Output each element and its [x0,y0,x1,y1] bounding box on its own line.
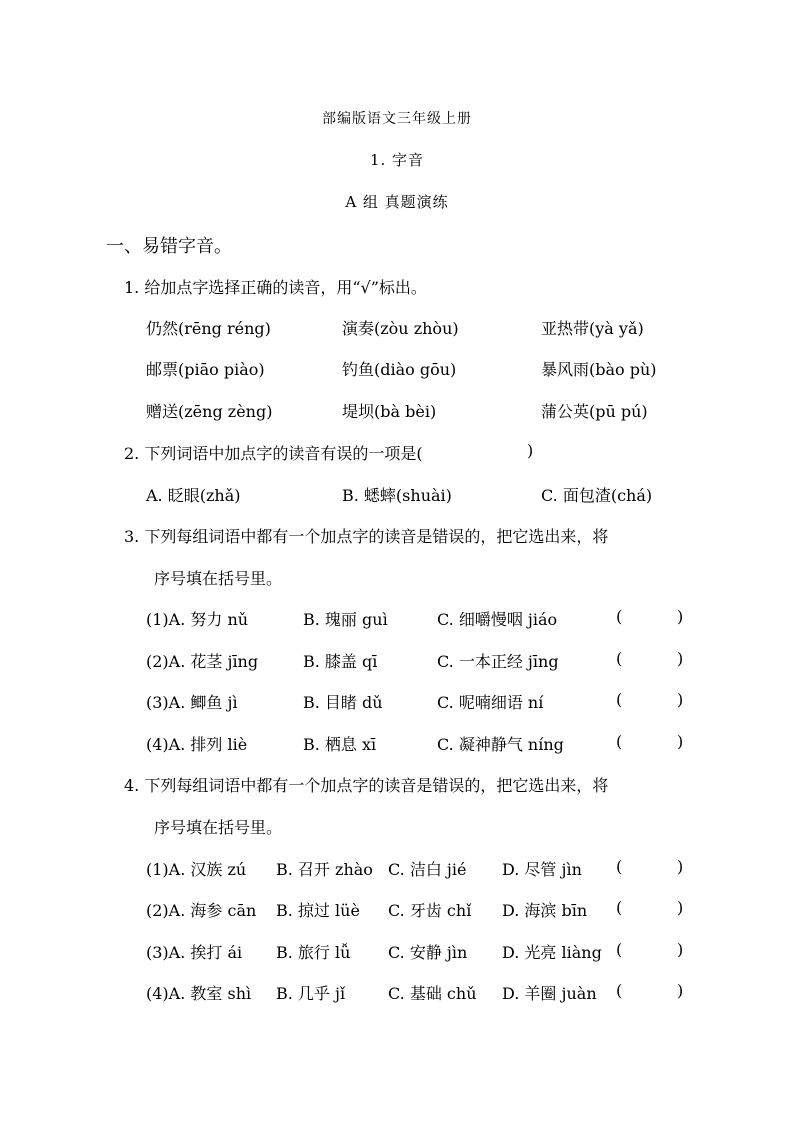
q3-row4-a: (4)A. 排列 liè [146,735,248,754]
q1-item: 演奏(zòu zhòu) [342,319,459,338]
answer-paren-open: ( [616,607,623,626]
answer-paren-open: ( [616,940,623,959]
q1-item: 暴风雨(bào pù) [541,360,657,379]
q1-prompt: 1. 给加点字选择正确的读音，用“√”标出。 [124,278,427,297]
q3-row2-a: (2)A. 花茎 jīng [146,652,259,671]
q4-row3-c: C. 安静 jìn [388,943,468,962]
q3-row3-c: C. 呢喃细语 ní [437,693,544,712]
q3-prompt-cont: 序号填在括号里。 [154,569,283,588]
answer-paren-close: ) [677,607,684,626]
q4-row4-b: B. 几乎 jǐ [276,984,346,1003]
q3-row3-b: B. 目睹 dǔ [303,693,383,712]
q3-prompt: 3. 下列每组词语中都有一个加点字的读音是错误的，把它选出来，将 [124,527,609,546]
answer-paren-open: ( [616,732,623,751]
q3-row2-c: C. 一本正经 jīng [437,652,559,671]
q1-item: 钓鱼(diào gōu) [342,360,457,379]
section-title: 一、易错字音。 [106,236,232,257]
answer-paren-close: ) [677,649,684,668]
answer-paren-close: ) [677,857,684,876]
q3-row1-c: C. 细嚼慢咽 jiáo [437,610,558,629]
answer-paren-close: ) [677,898,684,917]
q4-row3-d: D. 光亮 liàng [502,943,602,962]
q4-row3-b: B. 旅行 lǚ [276,943,351,962]
q4-row4-d: D. 羊圈 juàn [502,984,597,1003]
q4-row4-a: (4)A. 教室 shì [146,984,252,1003]
q4-row2-b: B. 掠过 lüè [276,901,360,920]
q4-prompt: 4. 下列每组词语中都有一个加点字的读音是错误的，把它选出来，将 [124,776,609,795]
q4-row1-c: C. 洁白 jié [388,860,467,879]
q3-row4-c: C. 凝神静气 níng [437,735,564,754]
q2-prompt: 2. 下列词语中加点字的读音有误的一项是( [124,444,423,463]
q2-option-b: B. 蟋蟀(shuài) [342,486,452,505]
q1-item: 堤坝(bà bèi) [342,402,437,421]
answer-paren-open: ( [616,649,623,668]
answer-paren-open: ( [616,690,623,709]
q4-row4-c: C. 基础 chǔ [388,984,477,1003]
q1-item: 亚热带(yà yǎ) [541,319,644,338]
q1-item: 仍然(rēng réng) [146,319,271,338]
answer-paren-open: ( [616,981,623,1000]
q4-row2-a: (2)A. 海参 cān [146,901,257,920]
q4-row1-b: B. 召开 zhào [276,860,373,879]
answer-paren-open: ( [616,857,623,876]
q3-row1-a: (1)A. 努力 nǔ [146,610,249,629]
q4-row1-d: D. 尽管 jìn [502,860,582,879]
answer-paren-close: ) [677,732,684,751]
q2-option-c: C. 面包渣(chá) [541,486,653,505]
q4-row2-c: C. 牙齿 chǐ [388,901,472,920]
answer-paren-open: ( [616,898,623,917]
q3-row1-b: B. 瑰丽 guì [303,610,388,629]
q3-row3-a: (3)A. 鲫鱼 jì [146,693,238,712]
book-title: 部编版语文三年级上册 [322,111,472,127]
answer-paren-close: ) [677,690,684,709]
q2-close-paren: ) [527,441,534,460]
q4-row3-a: (3)A. 挨打 ái [146,943,243,962]
q4-prompt-cont: 序号填在括号里。 [154,818,283,837]
q4-row2-d: D. 海滨 bīn [502,901,588,920]
q2-option-a: A. 眨眼(zhǎ) [146,486,241,505]
q1-item: 蒲公英(pū pú) [541,402,648,421]
q1-item: 邮票(piāo piào) [146,360,265,379]
q3-row4-b: B. 栖息 xī [303,735,377,754]
answer-paren-close: ) [677,981,684,1000]
unit-title: 1. 字音 [369,151,425,169]
q4-row1-a: (1)A. 汉族 zú [146,860,247,879]
q1-item: 赠送(zēng zèng) [146,402,273,421]
answer-paren-close: ) [677,940,684,959]
q3-row2-b: B. 膝盖 qī [303,652,378,671]
group-title: A 组 真题演练 [345,193,449,211]
